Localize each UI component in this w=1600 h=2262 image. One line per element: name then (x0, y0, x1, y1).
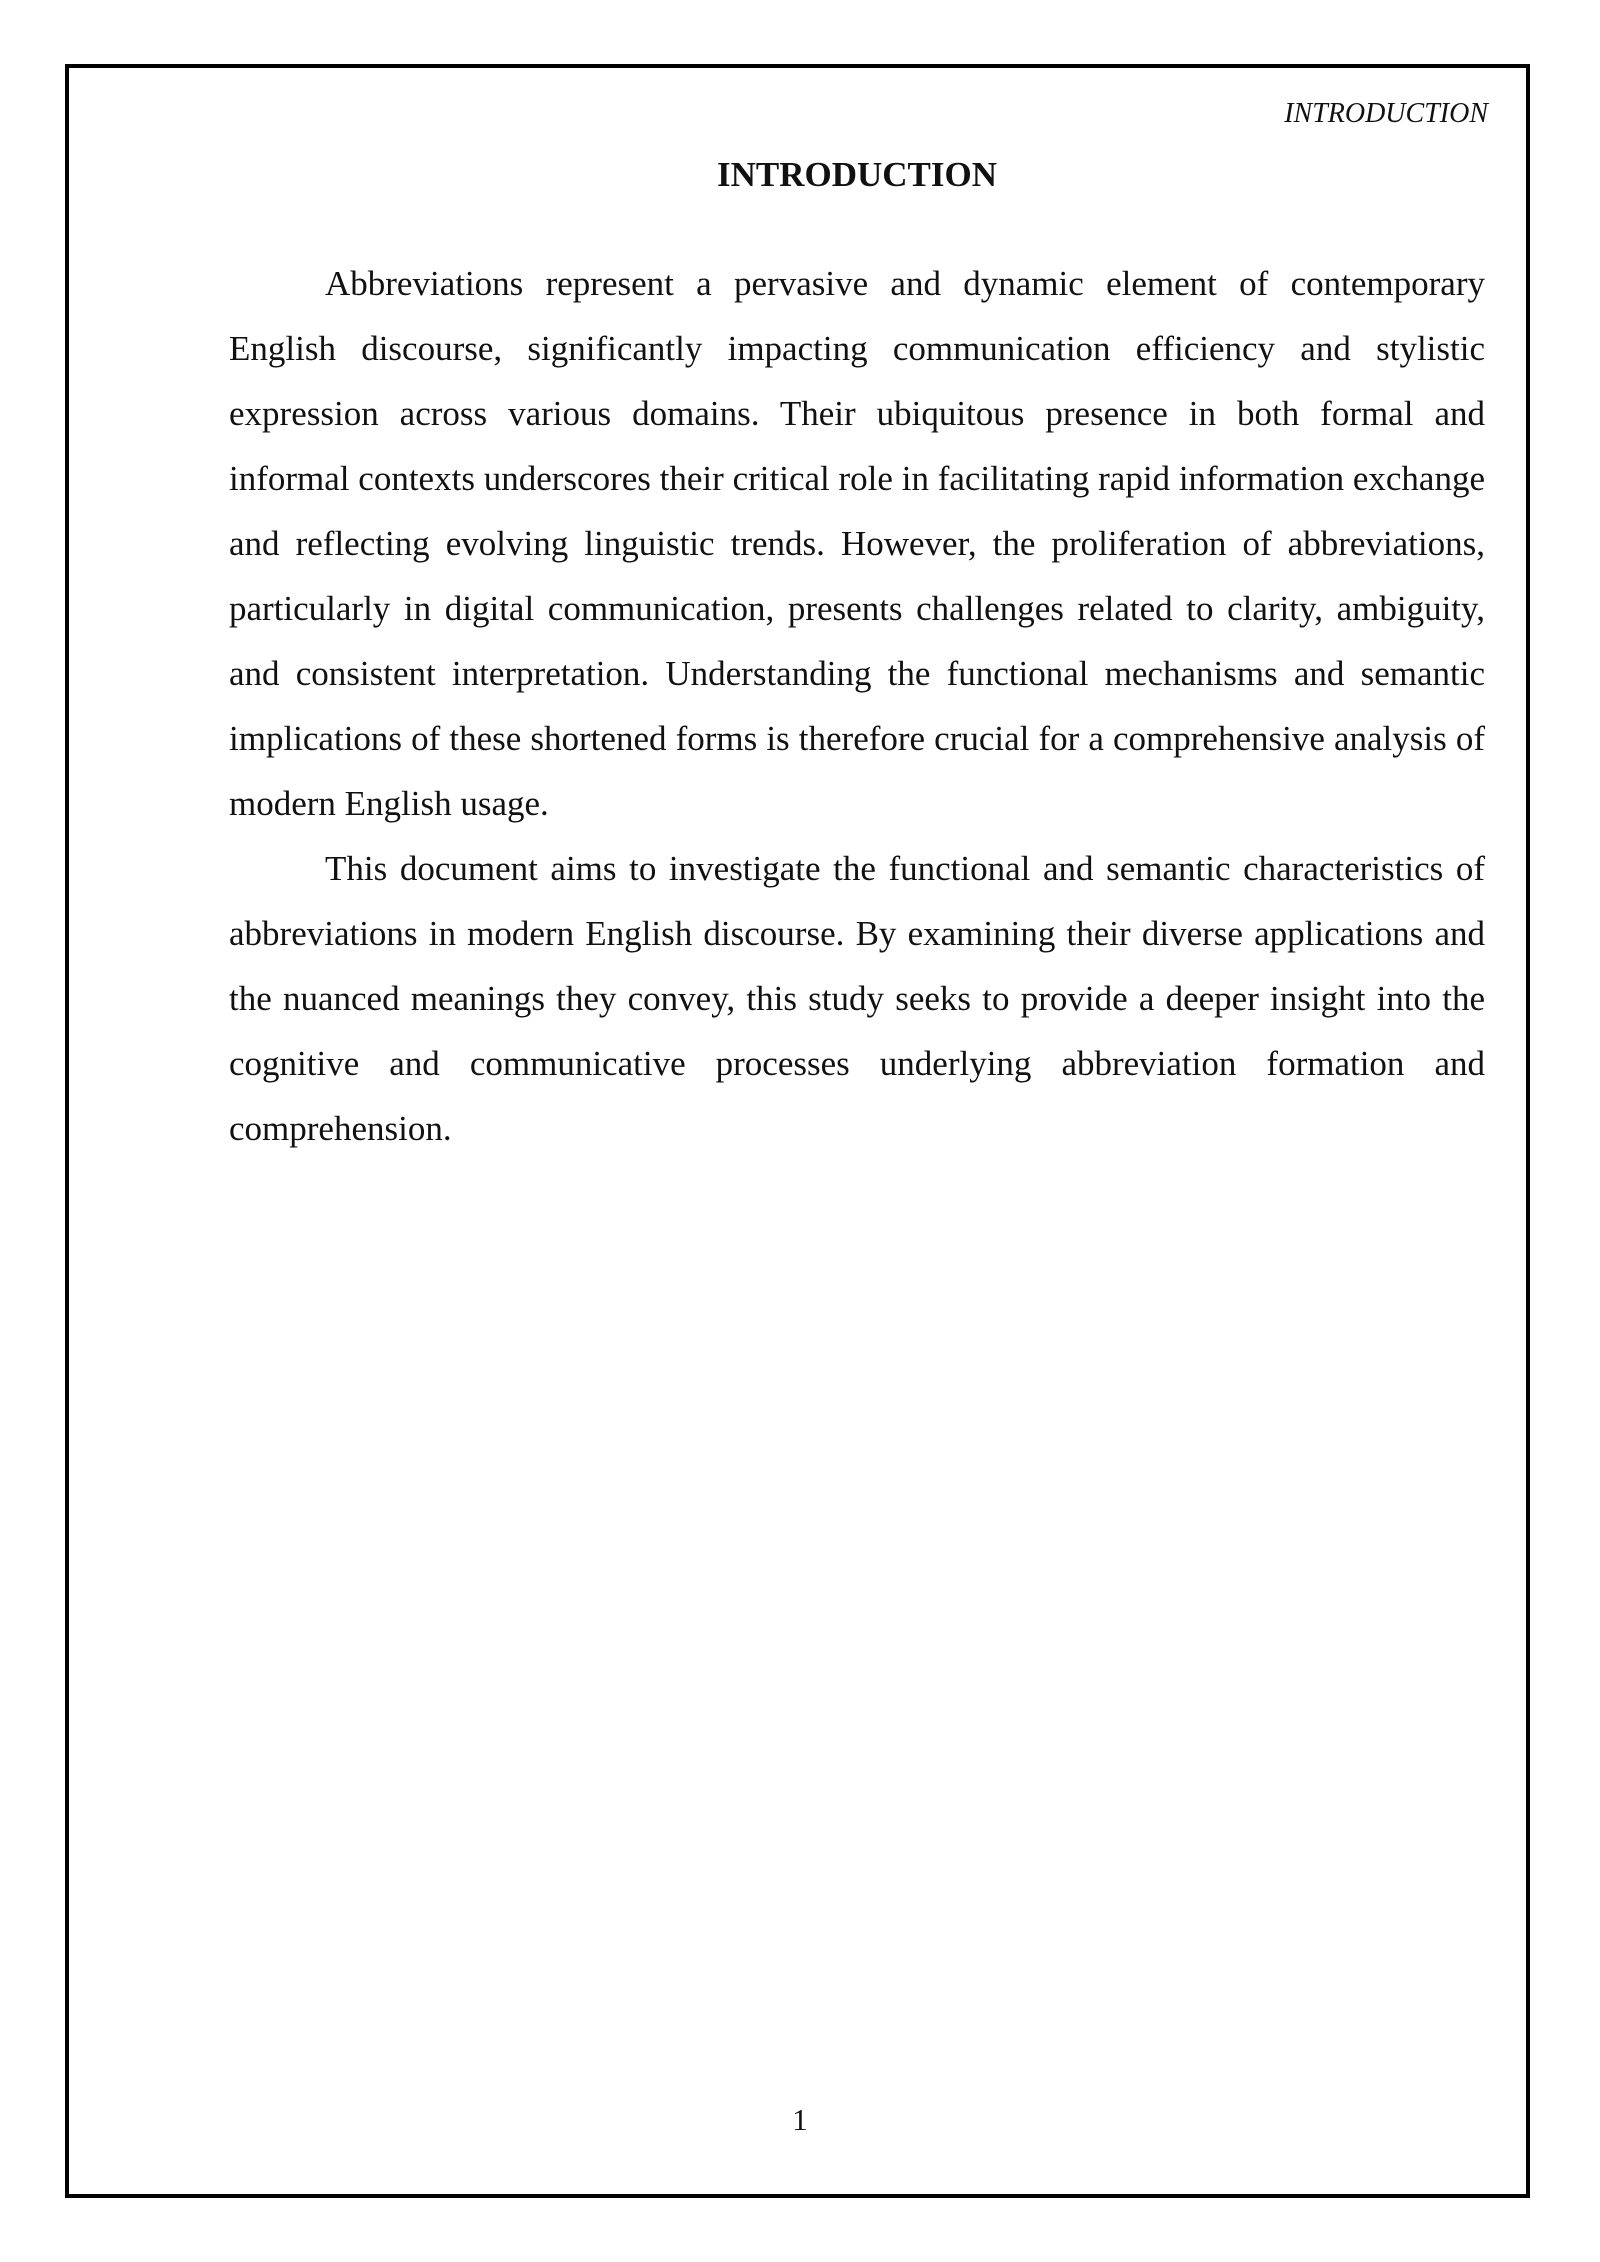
paragraph-2: This document aims to investigate the functional and semantic characteristics of abbreviations in modern English discourse. By examining their diverse applications and the nuanced meanings they convey, this study seeks to provide a deeper insight into the cognitive and communicative processes underlying abbreviation formation and comprehension. (229, 849, 1485, 1148)
chapter-title: INTRODUCTION (716, 155, 998, 194)
paragraph-1: Abbreviations represent a pervasive and dynamic element of contemporary English discourse, significantly impacting communication efficiency and stylistic expression across various domains. Their ubiquitous presence in both formal and informal contexts underscores their critical role in facilitating rapid information exchange and reflecting evolving linguistic trends. However, the proliferation of abbreviations, particularly in digital communication, presents challenges related to clarity, ambiguity, and consistent interpretation. Understanding the functional mechanisms and semantic implications of these shortened forms is therefore crucial for a comprehensive analysis of modern English usage. (229, 264, 1485, 823)
body-text (229, 251, 1485, 1161)
page-number: 1 (792, 2102, 808, 2137)
running-header: INTRODUCTION (1284, 98, 1488, 129)
